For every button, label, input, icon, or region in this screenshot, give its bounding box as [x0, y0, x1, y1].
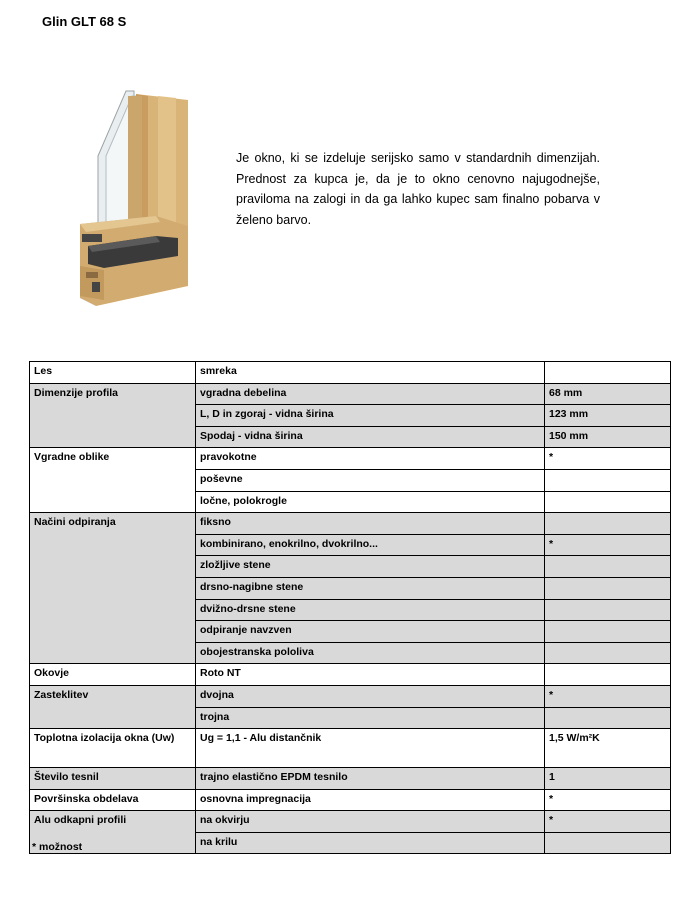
row-extra: 150 mm — [545, 426, 671, 448]
row-extra — [545, 621, 671, 643]
row-extra: * — [545, 789, 671, 811]
row-extra — [545, 664, 671, 686]
row-value: osnovna impregnacija — [196, 789, 545, 811]
row-label: Vgradne oblike — [30, 448, 196, 513]
row-label: Toplotna izolacija okna (Uw) — [30, 729, 196, 768]
row-value: fiksno — [196, 513, 545, 535]
row-value: trojna — [196, 707, 545, 729]
row-value: L, D in zgoraj - vidna širina — [196, 405, 545, 427]
table-row — [30, 383, 671, 405]
page-title: Glin GLT 68 S — [42, 14, 127, 29]
row-extra — [545, 577, 671, 599]
row-value: Spodaj - vidna širina — [196, 426, 545, 448]
table-row — [30, 768, 671, 790]
row-extra: * — [545, 448, 671, 470]
row-extra — [545, 513, 671, 535]
row-value: trajno elastično EPDM tesnilo — [196, 768, 545, 790]
row-label: Okovje — [30, 664, 196, 686]
row-label: Število tesnil — [30, 768, 196, 790]
row-value: dvojna — [196, 685, 545, 707]
row-extra — [545, 491, 671, 513]
row-extra — [545, 642, 671, 664]
row-value: pravokotne — [196, 448, 545, 470]
row-value: vgradna debelina — [196, 383, 545, 405]
table-row — [30, 448, 671, 470]
row-value: ločne, polokrogle — [196, 491, 545, 513]
table-row — [30, 811, 671, 833]
row-extra: 1 — [545, 768, 671, 790]
description-text: Je okno, ki se izdeluje serijsko samo v standardnih dimenzijah. Prednost za kupca je, da je to okno cenovno najugodnejše, praviloma na zalogi in da ga lahko kupec sam finalno pobarva v želeno barvo. — [236, 151, 600, 227]
row-extra — [545, 599, 671, 621]
row-extra: * — [545, 811, 671, 833]
row-value: dvižno-drsne stene — [196, 599, 545, 621]
row-extra — [545, 556, 671, 578]
row-extra: 1,5 W/m²K — [545, 729, 671, 768]
row-label: Alu odkapni profili — [30, 811, 196, 854]
table-row — [30, 362, 671, 384]
table-row — [30, 789, 671, 811]
row-value: kombinirano, enokrilno, dvokrilno... — [196, 534, 545, 556]
footnote: * možnost — [32, 841, 83, 853]
row-value: drsno-nagibne stene — [196, 577, 545, 599]
spec-table — [29, 361, 671, 854]
row-extra — [545, 832, 671, 854]
row-value: Ug = 1,1 - Alu distančnik — [196, 729, 545, 768]
row-value: na krilu — [196, 832, 545, 854]
row-value: na okvirju — [196, 811, 545, 833]
row-value: odpiranje navzven — [196, 621, 545, 643]
row-label: Dimenzije profila — [30, 383, 196, 448]
table-row — [30, 664, 671, 686]
table-row — [30, 729, 671, 768]
row-value: obojestranska pololiva — [196, 642, 545, 664]
row-extra — [545, 469, 671, 491]
window-profile-image — [76, 86, 194, 306]
row-value: smreka — [196, 362, 545, 384]
table-row — [30, 513, 671, 535]
row-extra — [545, 362, 671, 384]
product-description — [236, 148, 600, 230]
row-label: Načini odpiranja — [30, 513, 196, 664]
row-extra: * — [545, 534, 671, 556]
table-row — [30, 685, 671, 707]
row-value: Roto NT — [196, 664, 545, 686]
row-value: zložljive stene — [196, 556, 545, 578]
row-extra — [545, 707, 671, 729]
row-extra: 68 mm — [545, 383, 671, 405]
row-extra: * — [545, 685, 671, 707]
row-label: Površinska obdelava — [30, 789, 196, 811]
row-label: Les — [30, 362, 196, 384]
row-value: poševne — [196, 469, 545, 491]
row-extra: 123 mm — [545, 405, 671, 427]
row-label: Zasteklitev — [30, 685, 196, 728]
